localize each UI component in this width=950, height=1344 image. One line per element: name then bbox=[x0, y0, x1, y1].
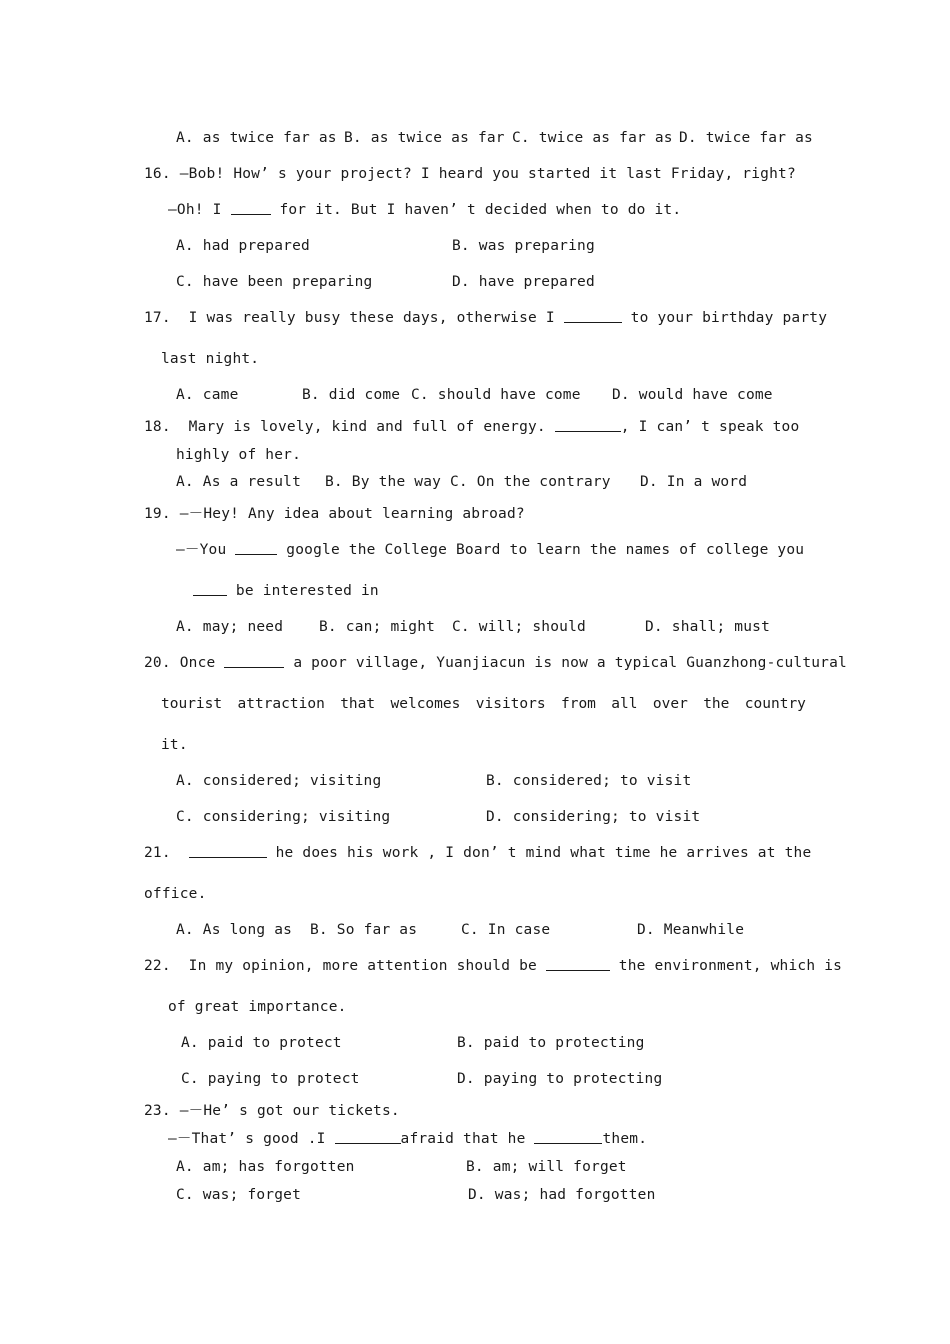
q16-line2-start: —Oh! I bbox=[168, 202, 231, 218]
q15-option-c: C. twice as far as bbox=[512, 130, 673, 146]
q20-line3: it. bbox=[161, 737, 188, 753]
q22-number: 22. bbox=[144, 958, 171, 974]
q16-number: 16. bbox=[144, 166, 171, 182]
q21-number: 21. bbox=[144, 845, 171, 861]
answer-blank bbox=[189, 843, 267, 858]
q20-word: visitors bbox=[475, 696, 546, 712]
q16-line1: —Bob! How’ s your project? I heard you started it last Friday, right? bbox=[179, 166, 796, 182]
q21-line2: office. bbox=[144, 886, 207, 902]
q19-line2 bbox=[176, 540, 804, 560]
q17-stem bbox=[144, 308, 827, 328]
q18-line2: highly of her. bbox=[176, 447, 302, 463]
q20-line2 bbox=[161, 694, 806, 714]
answer-blank bbox=[534, 1129, 602, 1144]
q20-stem bbox=[144, 653, 847, 673]
q17-option-a: A. came bbox=[176, 387, 239, 403]
q20-word: over bbox=[652, 696, 688, 712]
q19-number: 19. bbox=[144, 506, 171, 522]
q20-word: tourist bbox=[161, 696, 223, 712]
q20-word: country bbox=[744, 696, 806, 712]
q22-line1-start: In my opinion, more attention should be bbox=[188, 958, 546, 974]
q20-option-b: B. considered; to visit bbox=[486, 773, 692, 789]
q23-number: 23. bbox=[144, 1103, 171, 1119]
q16-option-a: A. had prepared bbox=[176, 238, 310, 254]
q20-option-c: C. considering; visiting bbox=[176, 809, 391, 825]
q20-word: the bbox=[703, 696, 730, 712]
q16-stem bbox=[144, 164, 796, 184]
q19-line2-start: —－You bbox=[176, 542, 236, 558]
q22-option-c: C. paying to protect bbox=[181, 1071, 360, 1087]
q22-option-a: A. paid to protect bbox=[181, 1035, 342, 1051]
answer-blank bbox=[224, 653, 284, 668]
q23-option-c: C. was; forget bbox=[176, 1187, 302, 1203]
q17-number: 17. bbox=[144, 310, 171, 326]
q18-option-c: C. On the contrary bbox=[450, 474, 611, 490]
q20-word: that bbox=[340, 696, 376, 712]
q19-stem bbox=[144, 504, 525, 524]
q15-option-d: D. twice far as bbox=[679, 130, 813, 146]
answer-blank bbox=[235, 540, 277, 555]
q20-line1-start: Once bbox=[179, 655, 225, 671]
q21-option-b: B. So far as bbox=[310, 922, 418, 938]
q15-option-a: A. as twice far as bbox=[176, 130, 337, 146]
q20-word: attraction bbox=[237, 696, 325, 712]
q20-line1-end: a poor village, Yuanjiacun is now a typical Guanzhong-cultural bbox=[284, 655, 847, 671]
q22-option-b: B. paid to protecting bbox=[457, 1035, 645, 1051]
q23-option-a: A. am; has forgotten bbox=[176, 1159, 355, 1175]
q15-option-b: B. as twice as far bbox=[344, 130, 505, 146]
q22-line2: of great importance. bbox=[168, 999, 347, 1015]
answer-blank bbox=[546, 956, 610, 971]
answer-blank bbox=[231, 200, 271, 215]
q17-option-c: C. should have come bbox=[411, 387, 581, 403]
q20-option-a: A. considered; visiting bbox=[176, 773, 382, 789]
answer-blank bbox=[335, 1129, 401, 1144]
q16-option-b: B. was preparing bbox=[452, 238, 595, 254]
q18-option-d: D. In a word bbox=[640, 474, 748, 490]
q19-option-b: B. can; might bbox=[319, 619, 436, 635]
q19-option-a: A. may; need bbox=[176, 619, 284, 635]
q17-option-d: D. would have come bbox=[612, 387, 773, 403]
q23-line2-mid: afraid that he bbox=[400, 1131, 535, 1147]
q23-line2-end: them. bbox=[602, 1131, 648, 1147]
q19-line3 bbox=[193, 581, 379, 601]
q22-option-d: D. paying to protecting bbox=[457, 1071, 663, 1087]
q21-option-c: C. In case bbox=[461, 922, 551, 938]
q16-line2 bbox=[168, 200, 681, 220]
q18-option-b: B. By the way bbox=[325, 474, 442, 490]
q19-option-d: D. shall; must bbox=[645, 619, 771, 635]
q21-option-d: D. Meanwhile bbox=[637, 922, 745, 938]
q20-word: welcomes bbox=[390, 696, 461, 712]
q22-stem bbox=[144, 956, 842, 976]
q19-line2-end: google the College Board to learn the names of college you bbox=[277, 542, 805, 558]
q19-option-c: C. will; should bbox=[452, 619, 586, 635]
q18-line1-end: , I can’ t speak too bbox=[620, 419, 800, 435]
q21-option-a: A. As long as bbox=[176, 922, 293, 938]
q20-word: all bbox=[611, 696, 638, 712]
q17-line2: last night. bbox=[161, 351, 260, 367]
q16-line2-end: for it. But I haven’ t decided when to do it. bbox=[270, 202, 682, 218]
q17-line1-start: I was really busy these days, otherwise I bbox=[188, 310, 564, 326]
q20-number: 20. bbox=[144, 655, 171, 671]
q19-line3-end: be interested in bbox=[227, 583, 379, 599]
q18-line1-start: Mary is lovely, kind and full of energy. bbox=[188, 419, 555, 435]
q23-option-b: B. am; will forget bbox=[466, 1159, 627, 1175]
q23-option-d: D. was; had forgotten bbox=[468, 1187, 656, 1203]
q18-stem bbox=[144, 417, 799, 437]
q23-line2-start: —－That’ s good .I bbox=[168, 1131, 335, 1147]
answer-blank bbox=[564, 308, 622, 323]
q18-option-a: A. As a result bbox=[176, 474, 302, 490]
q17-option-b: B. did come bbox=[302, 387, 401, 403]
q20-option-d: D. considering; to visit bbox=[486, 809, 701, 825]
q16-option-d: D. have prepared bbox=[452, 274, 595, 290]
q20-word: from bbox=[560, 696, 596, 712]
q17-line1-end: to your birthday party bbox=[621, 310, 828, 326]
q21-line1-end: he does his work , I don’ t mind what time he arrives at the bbox=[266, 845, 812, 861]
q23-line1: —－He’ s got our tickets. bbox=[179, 1103, 400, 1119]
q18-number: 18. bbox=[144, 419, 171, 435]
answer-blank bbox=[193, 581, 227, 596]
answer-blank bbox=[555, 417, 621, 432]
q16-option-c: C. have been preparing bbox=[176, 274, 373, 290]
q19-line1: —－Hey! Any idea about learning abroad? bbox=[179, 506, 525, 522]
q23-stem bbox=[144, 1101, 400, 1121]
q23-line2 bbox=[168, 1129, 647, 1149]
q22-line1-end: the environment, which is bbox=[609, 958, 843, 974]
q21-stem bbox=[144, 843, 811, 863]
